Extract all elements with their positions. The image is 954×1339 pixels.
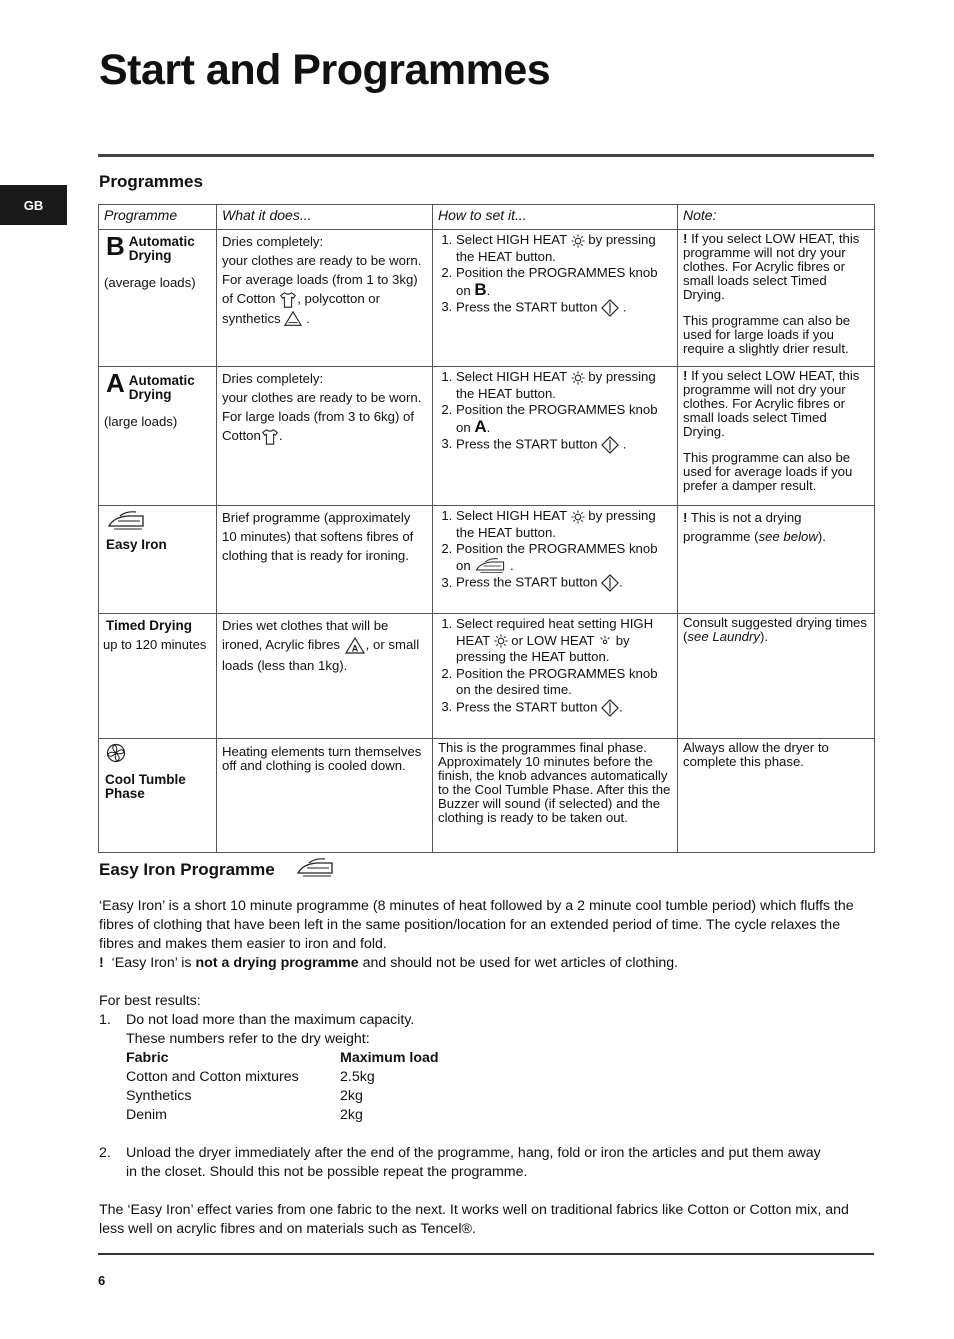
- programme-name: Automatic Drying: [128, 234, 195, 263]
- table-row: Synthetics 2kg: [126, 1088, 363, 1104]
- programmes-heading: Programmes: [99, 172, 203, 191]
- programme-letter: B: [106, 231, 125, 261]
- column-header: Note:: [678, 205, 875, 230]
- page-number: 6: [98, 1273, 106, 1288]
- acrylic-icon: [344, 636, 366, 656]
- high-heat-icon: [571, 510, 585, 524]
- programme-sub: (average loads): [104, 275, 196, 290]
- high-heat-icon: [494, 634, 508, 648]
- table-row: B Automatic Drying (average loads) Dries completely: your clothes are ready to be worn. For average loads (from 1 to 3kg) of Cotton , polycotton or synthetics . 1. Select HIGH HEAT by pressing the HEAT button. 2. Position the PROGRAMMES knob on B. 3. Press the START button . ! If you select LOW HEAT, this programme will not dry your clothes. For Acrylic fibres or small loads select Timed Drying. This programme can also be used for large loads if you require a slightly drier result.: [99, 230, 875, 367]
- iron-icon: [106, 510, 146, 532]
- iron-icon: [295, 857, 335, 879]
- start-icon: [601, 574, 619, 592]
- table-row: A Automatic Drying (large loads) Dries completely: your clothes are ready to be worn. For large loads (from 3 to 6kg) of Cotton . 1. Select HIGH HEAT by pressing the HEAT button. 2. Position the PROGRAMMES knob on A. 3. Press the START button . ! If you select LOW HEAT, this programme will not dry your clothes. For Acrylic fibres or small loads select Timed Drying. This programme can also be used for average loads if you prefer a damper result.: [99, 367, 875, 506]
- high-heat-icon: [571, 371, 585, 385]
- table-row: Cool Tumble Phase Heating elements turn themselves off and clothing is cooled down. This is the programmes final phase. Approximately 10 minutes before the finish, the knob advances automatically to the Cool Tumble Phase. After this the Buzzer will sound (if selected) and the clothing is ready to be taken out. Always allow the dryer to complete this phase.: [99, 739, 875, 853]
- high-heat-icon: [571, 234, 585, 248]
- column-header: What it does...: [217, 205, 433, 230]
- footer-rule: [98, 1253, 874, 1255]
- language-tab: GB: [0, 185, 67, 225]
- programme-name: Timed Drying: [106, 618, 193, 633]
- easy-iron-body: ‘Easy Iron’ is a short 10 minute programme (8 minutes of heat followed by a 2 minute cool tumble period) which fluffs the fibres of clothing that have been left in the same position/location for an extended period of time. The cycle relaxes the fibres and makes them easier to iron and fold. ! ‘Easy Iron’ is not a drying programme and should not be used for wet articles of clothing. For best results: 1. Do not load more than the maximum capacity. These numbers refer to the dry weight: Fabric Maximum load Cotton and Cotton mixtures 2.5kg Synthetics 2kg Denim 2kg 2. Unload the dryer immediately after the end of the programme, hang, fold or iron the articles and put them away in the closet. Should this not be possible repeat the programme. The ‘Easy Iron’ effect varies from one fabric to the next. It works well on traditional fabrics like Cotton or Cotton mix, and less well on acrylic fibres and on materials such as Tencel®.: [99, 897, 875, 1239]
- fan-icon: [106, 743, 126, 763]
- column-header: How to set it...: [433, 205, 678, 230]
- iron-icon: [474, 558, 506, 574]
- easy-iron-heading: Easy Iron Programme: [99, 857, 335, 880]
- programmes-table: [98, 204, 875, 853]
- cotton-icon: [279, 291, 297, 309]
- list-item: 1. Do not load more than the maximum capacity. These numbers refer to the dry weight: Fabric Maximum load Cotton and Cotton mixtures 2.5kg Synthetics 2kg Denim 2kg: [99, 1012, 439, 1123]
- page-title: Start and Programmes: [99, 46, 551, 94]
- column-header: Programme: [99, 205, 217, 230]
- title-rule: [98, 154, 874, 157]
- programme-name: Cool Tumble Phase: [105, 772, 186, 801]
- programme-sub: (large loads): [104, 414, 178, 429]
- programme-sub: up to 120 minutes: [103, 637, 207, 652]
- start-icon: [601, 699, 619, 717]
- table-row: Timed Drying up to 120 minutes Dries wet clothes that will be ironed, Acrylic fibres , or small loads (less than 1kg). 1. Select required heat setting HIGH HEAT or LOW HEAT by pressing the HEAT button. 2. Position the PROGRAMMES knob on the desired time. 3. Press the START button . Consult suggested drying times (see Laundry).: [99, 614, 875, 739]
- list-item: 2. Unload the dryer immediately after the end of the programme, hang, fold or iron the articles and put them away in the closet. Should this not be possible repeat the programme.: [99, 1145, 821, 1180]
- table-row: Denim 2kg: [126, 1107, 363, 1123]
- start-icon: [601, 436, 619, 454]
- low-heat-icon: [598, 634, 612, 648]
- synthetics-icon: [284, 310, 302, 328]
- cotton-icon: [261, 428, 279, 446]
- load-table: Fabric Maximum load Cotton and Cotton mixtures 2.5kg Synthetics 2kg Denim 2kg: [126, 1050, 439, 1123]
- table-row: Easy Iron Brief programme (approximately 10 minutes) that softens fibres of clothing that is ready for ironing. 1. Select HIGH HEAT by pressing the HEAT button. 2. Position the PROGRAMMES knob on . 3. Press the START button . ! This is not a drying programme (see below).: [99, 506, 875, 614]
- programme-name: Automatic Drying: [128, 373, 195, 402]
- start-icon: [601, 299, 619, 317]
- programme-name: Easy Iron: [106, 537, 167, 552]
- programme-letter: A: [106, 368, 125, 398]
- table-row: Cotton and Cotton mixtures 2.5kg: [126, 1069, 375, 1085]
